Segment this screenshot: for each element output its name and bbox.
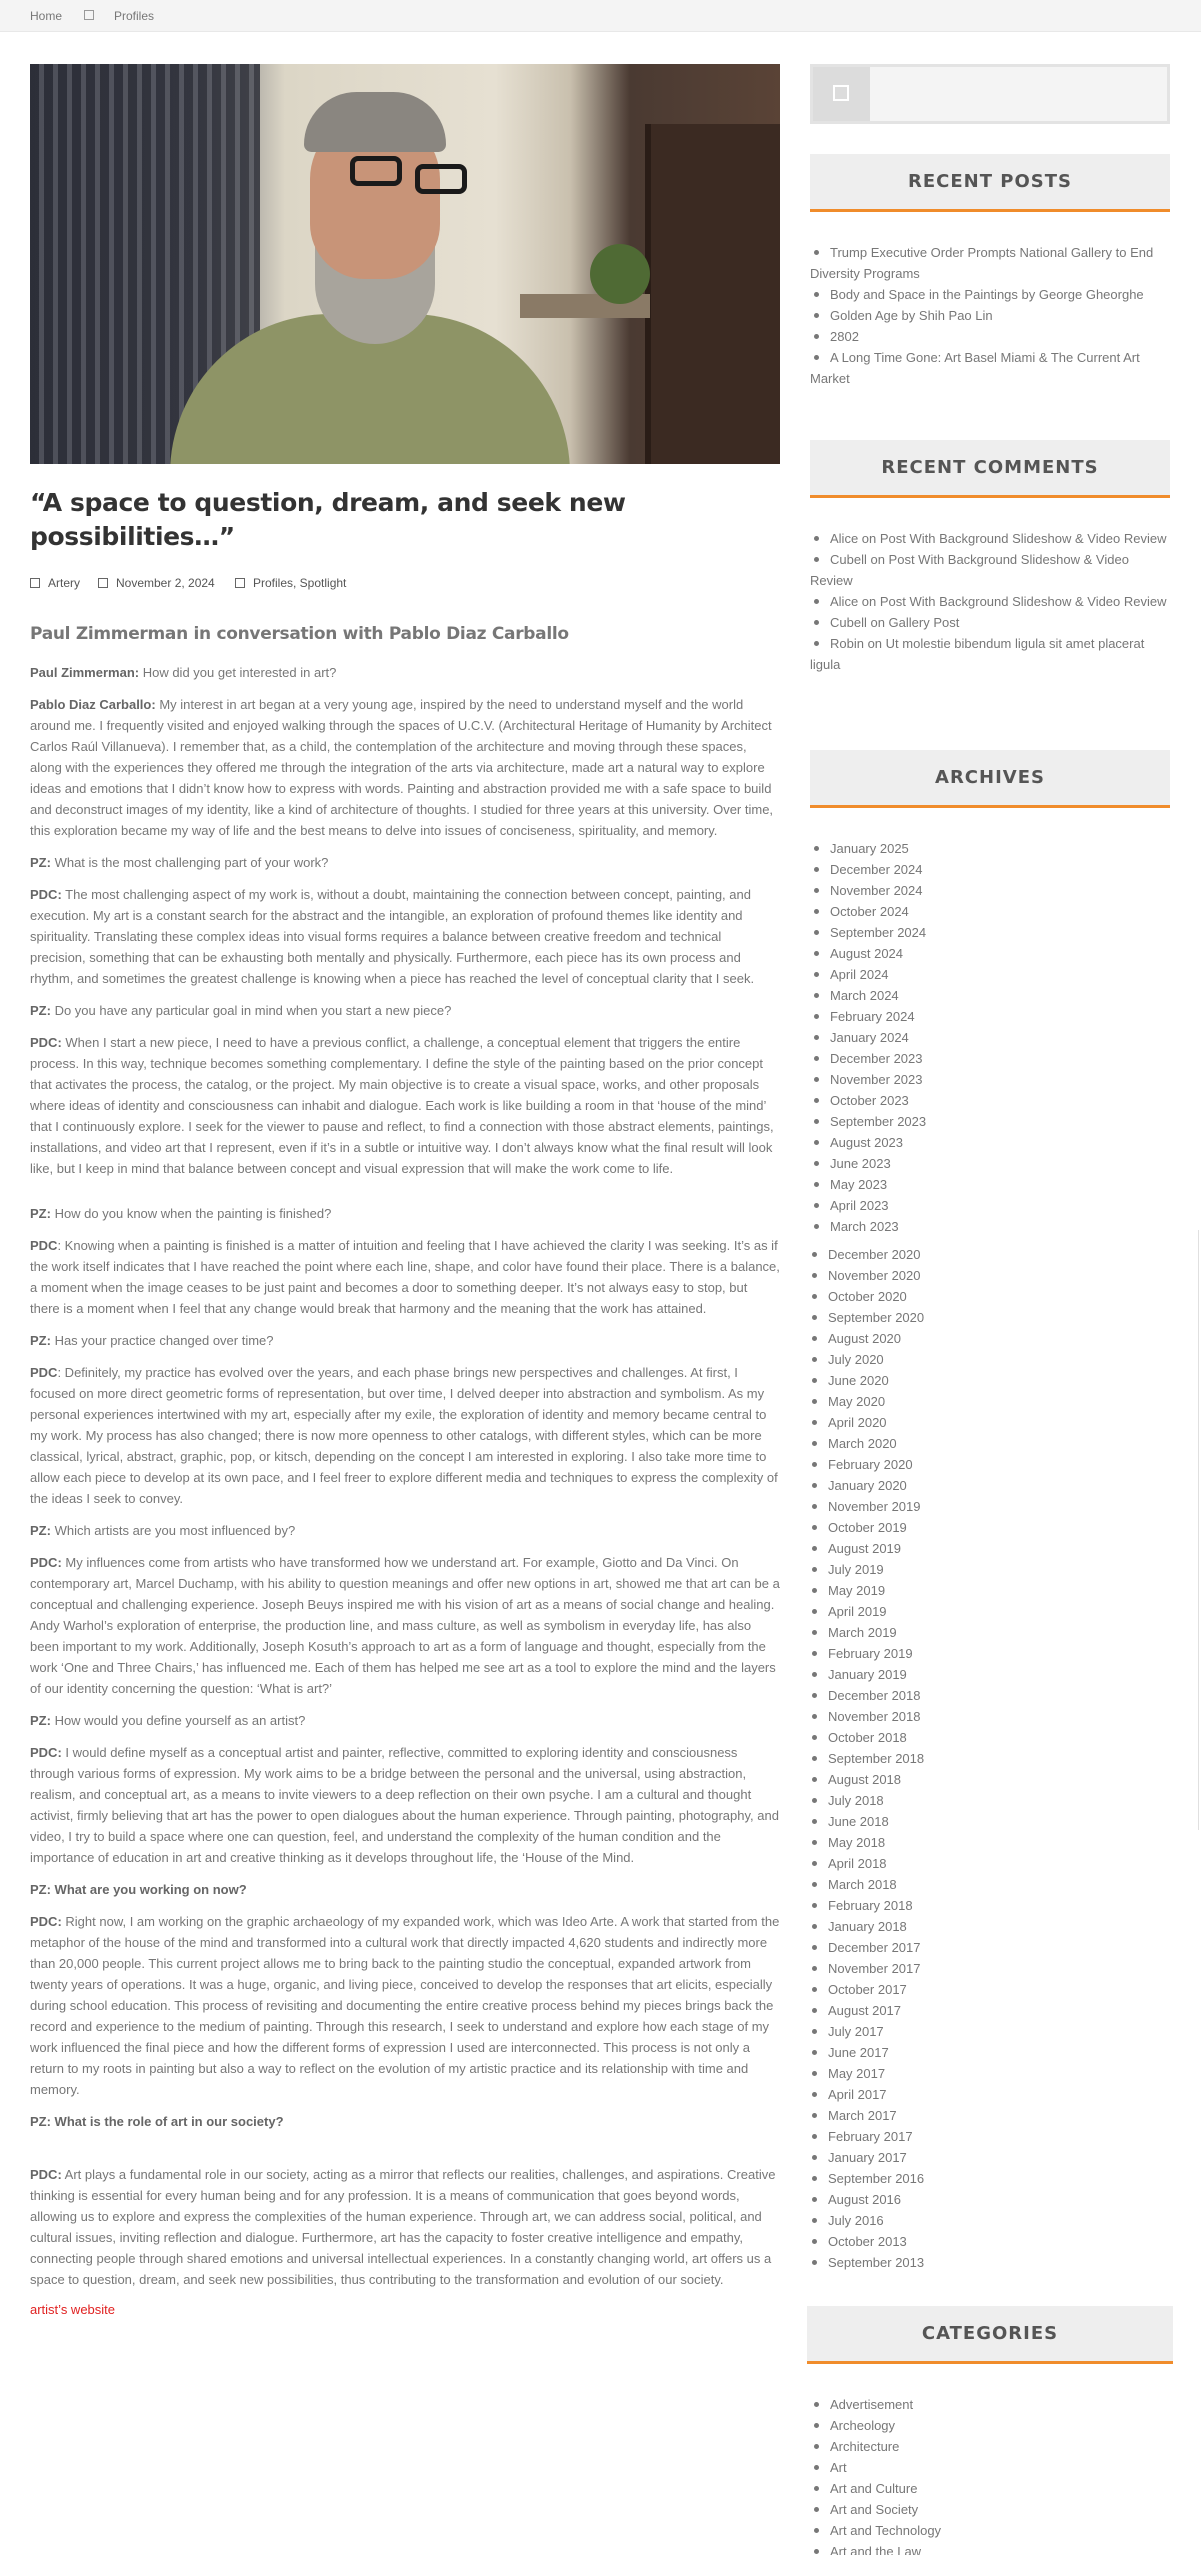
meta-date-label[interactable]: November 2, 2024 [116, 576, 215, 590]
archive-item[interactable] [808, 2210, 1168, 2231]
recent-post-item[interactable] [810, 326, 1170, 347]
archive-link[interactable]: February 2018 [828, 1898, 913, 1913]
qa-speaker: PDC: [30, 1555, 62, 1570]
archive-item[interactable] [808, 2042, 1168, 2063]
archive-item[interactable] [808, 1601, 1168, 1622]
archive-link[interactable]: January 2024 [830, 1030, 909, 1045]
recent-comments-title: RECENT COMMENTS [810, 440, 1170, 498]
archive-link[interactable]: April 2018 [828, 1856, 887, 1871]
archives-list-continued [808, 1244, 1168, 2273]
archive-link[interactable]: March 2019 [828, 1625, 897, 1640]
comment-on-text: on [863, 636, 886, 651]
archive-link[interactable]: September 2016 [828, 2171, 925, 2186]
archive-item[interactable] [810, 1216, 1170, 1237]
qa-paragraph [30, 1742, 780, 1868]
comment-post-link[interactable]: Gallery Post [888, 615, 960, 630]
archive-item[interactable] [808, 1265, 1168, 1286]
archive-item[interactable] [810, 1048, 1170, 1069]
qa-text: My interest in art began at a very young age, inspired by the need to understand myself and the world around me. I frequently visited and enjoyed walking through the spaces of U.C.V. (Architectural Heritage of Humanity by Architect Carlos Raúl Villanueva). I remember that, as a child, the contemplation of the architecture and moving through these spaces, along with the experiences they offered me through the integration of the arts via architecture, made art a natural way to explore ideas and emotions that I didn’t know how to express with words. Painting and abstraction provided me with a safe space to build and deconstruct images of my identity, like a kind of architecture of thoughts. I studied for three years at this university. Over time, this exploration became my way of life and the best means to delve into issues of conciseness, spirituality, and memory. [30, 697, 774, 838]
archive-link[interactable]: March 2017 [828, 2108, 897, 2123]
archive-link[interactable]: June 2023 [830, 1156, 891, 1171]
archive-link[interactable]: October 2019 [828, 1520, 907, 1535]
qa-text: Art plays a fundamental role in our society, acting as a mirror that reflects our realities, challenges, and aspirations. Creative thinking is essential for every human being and for any profession. It is a means of communication that goes beyond words, allowing us to explore and express the complexities of the human experience. Through art, we can address social, political, and cultural issues, inviting reflection and dialogue. Furthermore, art has the capacity to foster creative intelligence and empathy, connecting people through shared emotions and universal intellectual experiences. In a constantly changing world, art offers us a space to question, dream, and seek new possibilities, thus contributing to the transformation and evolution of our society. [30, 2167, 776, 2287]
qa-speaker: PDC: [30, 2167, 62, 2182]
archive-link[interactable]: November 2024 [830, 883, 923, 898]
archive-link[interactable]: November 2018 [828, 1709, 921, 1724]
interview-body [30, 662, 780, 2319]
archive-item[interactable] [808, 2021, 1168, 2042]
archive-item[interactable] [808, 1475, 1168, 1496]
category-link[interactable]: Archeology [830, 2418, 896, 2433]
qa-speaker: PZ: [30, 1003, 51, 1018]
archive-item[interactable] [808, 1769, 1168, 1790]
archive-link[interactable]: May 2018 [828, 1835, 886, 1850]
comment-post-link[interactable]: Post With Background Slideshow & Video Review [879, 531, 1167, 546]
archive-item[interactable] [808, 1706, 1168, 1727]
archive-item[interactable] [808, 1433, 1168, 1454]
qa-paragraph [30, 2111, 780, 2132]
qa-speaker: PZ: What is the role of art in our society? [30, 2114, 284, 2129]
qa-text: The most challenging aspect of my work is, without a doubt, maintaining the connection between concept, painting, and execution. My art is a constant search for the abstract and the intangible, an exploration of profound themes like identity and spirituality. Translating these complex ideas into visual forms requires a balance between creative freedom and technical precision, something that can be exhausting both mentally and physically. Furthermore, each piece has its own process and rhythm, and sometimes the greatest challenge is knowing when a piece has reached the level of conceptual clarity that I seek. [30, 887, 755, 986]
meta-author[interactable] [30, 576, 80, 590]
recent-comment-item [810, 528, 1170, 549]
archive-item[interactable] [810, 1174, 1170, 1195]
archive-item[interactable] [810, 1090, 1170, 1111]
archive-item[interactable] [808, 1622, 1168, 1643]
qa-paragraph [30, 1710, 780, 1731]
qa-paragraph [30, 1552, 780, 1699]
qa-text: Has your practice changed over time? [50, 1333, 274, 1348]
category-link[interactable]: Art [830, 2460, 847, 2475]
qa-paragraph [30, 1203, 780, 1224]
archive-link[interactable]: August 2016 [828, 2192, 902, 2207]
qa-speaker: PDC: [30, 1914, 62, 1929]
archive-link[interactable]: August 2019 [828, 1541, 902, 1556]
interview-subheading: Paul Zimmerman in conversation with Pablo Diaz Carballo [30, 624, 569, 644]
archive-item[interactable] [808, 1559, 1168, 1580]
archive-link[interactable]: July 2017 [828, 2024, 884, 2039]
comment-author-link[interactable]: Robin [830, 636, 864, 651]
archive-link[interactable]: October 2013 [828, 2234, 907, 2249]
qa-speaker: Pablo Diaz Carballo: [30, 697, 156, 712]
archive-item[interactable] [810, 880, 1170, 901]
archive-link[interactable]: January 2019 [828, 1667, 907, 1682]
qa-speaker: PDC [30, 1238, 58, 1253]
archive-item[interactable] [808, 2000, 1168, 2021]
archive-item[interactable] [808, 1244, 1168, 1265]
qa-paragraph [30, 2164, 780, 2290]
archive-item[interactable] [808, 1958, 1168, 1979]
category-item[interactable] [810, 2520, 1170, 2541]
qa-text: : Knowing when a painting is finished is a matter of intuition and feeling that I have achieved the clarity I was seeking. It’s as if the work itself indicates that I have reached the point where each line, shape, and color have found their place. There is a balance, a moment when the image ceases to be just paint and becomes a door to something deeper. It’s not always easy to stop, but there is a moment when I feel that any change would break that harmony and the meaning that the work has attained. [30, 1238, 780, 1316]
archive-item[interactable] [810, 964, 1170, 985]
archive-link[interactable]: May 2019 [828, 1583, 886, 1598]
category-link[interactable]: Art and Culture [830, 2481, 918, 2496]
qa-paragraph [30, 852, 780, 873]
qa-speaker: PZ: [30, 1713, 51, 1728]
category-item[interactable] [810, 2394, 1170, 2415]
recent-comment-item [810, 591, 1170, 612]
qa-text: I would define myself as a conceptual artist and painter, reflective, committed to exploring identity and consciousness through various forms of expression. My work aims to be a bridge between the personal and the universal, using abstraction, realism, and conceptual art, as a means to invite viewers to a deep reflection on their own psyche. I am a cultural and thought activist, firmly believing that art has the power to open dialogues about the human experience. Through painting, photography, and video, I try to build a space where one can question, feel, and understand the complexity of the human condition and the importance of education in art and creative thinking as it develops throughout life, the ‘House of the Mind. [30, 1745, 779, 1865]
qa-speaker: PDC: [30, 1035, 62, 1050]
meta-date[interactable] [98, 576, 215, 590]
qa-speaker: Paul Zimmerman: [30, 665, 140, 680]
archive-item[interactable] [810, 943, 1170, 964]
archive-link[interactable]: December 2018 [828, 1688, 921, 1703]
archive-item[interactable] [808, 1895, 1168, 1916]
archive-link[interactable]: November 2017 [828, 1961, 921, 1976]
breadcrumb-home-link[interactable]: Home [30, 9, 63, 23]
qa-paragraph [30, 1000, 780, 1021]
archive-item[interactable] [810, 1027, 1170, 1048]
breadcrumb-profiles-link[interactable]: Profiles [114, 9, 155, 23]
recent-comment-item [810, 612, 1170, 633]
archive-item[interactable] [808, 1916, 1168, 1937]
archive-link[interactable]: October 2017 [828, 1982, 907, 1997]
archive-link[interactable]: December 2024 [830, 862, 923, 877]
archive-link[interactable]: July 2016 [828, 2213, 884, 2228]
meta-categories[interactable] [235, 576, 346, 590]
archive-item[interactable] [808, 1391, 1168, 1412]
archive-link[interactable]: September 2024 [830, 925, 927, 940]
archive-link[interactable]: August 2020 [828, 1331, 902, 1346]
archive-link[interactable]: January 2020 [828, 1478, 907, 1493]
category-link[interactable]: Architecture [830, 2439, 900, 2454]
archive-item[interactable] [808, 1517, 1168, 1538]
recent-comments-list [810, 528, 1170, 675]
qa-paragraph [30, 1911, 780, 2100]
qa-text: How did you get interested in art? [139, 665, 337, 680]
archive-link[interactable]: August 2023 [830, 1135, 904, 1150]
category-item[interactable] [810, 2415, 1170, 2436]
archive-item[interactable] [808, 1832, 1168, 1853]
archive-item[interactable] [808, 1727, 1168, 1748]
featured-image [30, 64, 780, 464]
qa-text: How do you know when the painting is finished? [50, 1206, 332, 1221]
archive-link[interactable]: November 2020 [828, 1268, 921, 1283]
archive-link[interactable]: June 2020 [828, 1373, 889, 1388]
recent-posts-list [810, 242, 1170, 389]
archive-item[interactable] [808, 1454, 1168, 1475]
recent-post-link[interactable]: 2802 [830, 329, 859, 344]
archive-link[interactable]: September 2020 [828, 1310, 925, 1325]
archive-link[interactable]: August 2017 [828, 2003, 902, 2018]
archive-item[interactable] [808, 1979, 1168, 2000]
archive-item[interactable] [808, 1685, 1168, 1706]
archive-item[interactable] [808, 1286, 1168, 1307]
folder-icon [235, 578, 245, 588]
categories-title: CATEGORIES [807, 2306, 1173, 2364]
archive-link[interactable]: September 2013 [828, 2255, 925, 2270]
qa-speaker: PZ: [30, 1523, 51, 1538]
category-link[interactable]: Advertisement [830, 2397, 914, 2412]
archive-item[interactable] [810, 901, 1170, 922]
qa-text: : Definitely, my practice has evolved over the years, and each phase brings new perspectives and challenges. At first, I focused on more direct geometric forms of representation, but over time, I delved deeper into abstraction and symbolism. As my personal experiences intertwined with my art, especially after my exile, the exploration of identity and memory became central to my work. My process has also changed; there is now more openness to other catalogs, with different styles, which can be more classical, lyrical, abstract, graphic, pop, or kitsch, depending on the concept I am interested in exploring. I also take more time to allow each piece to develop at its own pace, and I feel freer to explore different media and techniques to express the complexity of the ideas I seek to convey. [30, 1365, 778, 1506]
archive-link[interactable]: January 2025 [830, 841, 909, 856]
qa-speaker: PZ: [30, 855, 51, 870]
qa-paragraph [30, 1330, 780, 1351]
archive-link[interactable]: May 2023 [830, 1177, 888, 1192]
archive-item[interactable] [808, 1664, 1168, 1685]
qa-paragraph [30, 884, 780, 989]
archive-item[interactable] [810, 1132, 1170, 1153]
archive-link[interactable]: February 2024 [830, 1009, 915, 1024]
qa-paragraph [30, 1362, 780, 1509]
archive-link[interactable]: July 2018 [828, 1793, 884, 1808]
recent-post-link[interactable]: Golden Age by Shih Pao Lin [830, 308, 993, 323]
qa-text: What is the most challenging part of your work? [50, 855, 329, 870]
archive-link[interactable]: September 2018 [828, 1751, 925, 1766]
comment-author-link[interactable]: Alice [830, 531, 859, 546]
archive-link[interactable]: October 2020 [828, 1289, 907, 1304]
archive-item[interactable] [808, 1370, 1168, 1391]
article [30, 64, 780, 2319]
comment-post-link[interactable]: Ut molestie bibendum ligula sit amet placerat ligula [810, 636, 1145, 672]
archive-item[interactable] [808, 1328, 1168, 1349]
archive-link[interactable]: January 2018 [828, 1919, 907, 1934]
archive-link[interactable]: October 2018 [828, 1730, 907, 1745]
category-item[interactable] [810, 2436, 1170, 2457]
archive-link[interactable]: June 2018 [828, 1814, 889, 1829]
sidebar [810, 64, 1170, 2555]
archive-link[interactable]: December 2023 [830, 1051, 923, 1066]
archive-item[interactable] [808, 2231, 1168, 2252]
recent-post-link[interactable]: A Long Time Gone: Art Basel Miami & The Current Art Market [810, 350, 1140, 386]
categories-list [810, 2394, 1170, 2555]
archive-item[interactable] [808, 2105, 1168, 2126]
recent-comment-item [810, 549, 1170, 591]
qa-text: My influences come from artists who have transformed how we understand art. For example, Giotto and Da Vinci. On contemporary art, Marcel Duchamp, with his ability to question meanings and offer new options in art, showed me that art can be a conceptual and challenging experience. Joseph Beuys inspired me with his vision of art as a means of social change and healing. Andy Warhol’s exploration of enterprise, the production line, and mass culture, as well as symbolism in everyday life, has also been important to my work. Additionally, Joseph Kosuth’s approach to art as a form of language and thought, especially from the work ‘One and Three Chairs,’ has influenced me. Each of them has helped me see art as a tool to explore the mind and the layers of our identity concerning the question: ‘What is art?’ [30, 1555, 780, 1696]
qa-speaker: PZ: What are you working on now? [30, 1882, 247, 1897]
archive-link[interactable]: February 2019 [828, 1646, 913, 1661]
search-button[interactable] [813, 67, 870, 121]
archive-link[interactable]: February 2020 [828, 1457, 913, 1472]
category-item[interactable] [810, 2478, 1170, 2499]
category-link[interactable]: Art and the Law [830, 2544, 922, 2555]
archive-item[interactable] [810, 859, 1170, 880]
archive-link[interactable]: January 2017 [828, 2150, 907, 2165]
archive-item[interactable] [808, 1538, 1168, 1559]
post-title: “A space to question, dream, and seek new possibilities…” [30, 488, 626, 551]
comment-author-link[interactable]: Cubell [830, 552, 867, 567]
recent-post-item[interactable] [810, 284, 1170, 305]
archive-link[interactable]: October 2024 [830, 904, 909, 919]
archive-item[interactable] [810, 1111, 1170, 1132]
artist-website-link[interactable]: artist’s website [30, 2302, 116, 2317]
archive-link[interactable]: May 2017 [828, 2066, 886, 2081]
archive-link[interactable]: December 2020 [828, 1247, 921, 1262]
recent-comment-item [810, 633, 1170, 675]
archive-link[interactable]: April 2024 [830, 967, 889, 982]
archive-item[interactable] [808, 1937, 1168, 1958]
archive-item[interactable] [808, 1853, 1168, 1874]
calendar-icon [98, 578, 108, 588]
archive-link[interactable]: March 2024 [830, 988, 899, 1003]
archive-item[interactable] [808, 1307, 1168, 1328]
archive-item[interactable] [810, 1153, 1170, 1174]
archive-item[interactable] [808, 1496, 1168, 1517]
category-link[interactable]: Art and Technology [830, 2523, 942, 2538]
qa-paragraph [30, 1879, 780, 1900]
qa-text: When I start a new piece, I need to have a previous conflict, a challenge, a conceptual element that triggers the entire process. In this way, technique becomes something complementary. I define the style of the painting based on the prior concept that activates the process, the catalog, or the project. My main objective is to create a visual space, works, and other proposals where ideas of identity and consciousness can inhabit and dialogue. Each work is like building a room in that ‘house of the mind’ that I continuously explore. I seek for the viewer to pause and reflect, to find a connection with those abstract elements, paintings, installations, and video art that I represent, even if it’s in a subtle or intuitive way. I don’t always know what the final result will look like, but I keep in mind that balance between concept and visual expression that will make the work come to life. [30, 1035, 774, 1176]
archive-link[interactable]: November 2019 [828, 1499, 921, 1514]
qa-paragraph [30, 662, 780, 683]
qa-text: How would you define yourself as an artist? [50, 1713, 306, 1728]
column-divider [1198, 1230, 1199, 1830]
archive-item[interactable] [808, 2147, 1168, 2168]
archive-item[interactable] [808, 1412, 1168, 1433]
qa-speaker: PDC: [30, 887, 62, 902]
recent-post-link[interactable]: Trump Executive Order Prompts National Gallery to End Diversity Programs [810, 245, 1154, 281]
archive-link[interactable]: April 2017 [828, 2087, 887, 2102]
archive-link[interactable]: July 2020 [828, 1352, 884, 1367]
qa-text: Which artists are you most influenced by? [50, 1523, 296, 1538]
archive-link[interactable]: June 2017 [828, 2045, 889, 2060]
archive-item[interactable] [808, 2252, 1168, 2273]
recent-post-link[interactable]: Body and Space in the Paintings by George Gheorghe [830, 287, 1144, 302]
archive-link[interactable]: December 2017 [828, 1940, 921, 1955]
recent-post-item[interactable] [810, 305, 1170, 326]
breadcrumb-separator-icon [84, 10, 94, 20]
comment-on-text: on [866, 615, 889, 630]
archive-item[interactable] [810, 1195, 1170, 1216]
meta-author-label[interactable]: Artery [48, 576, 81, 590]
archive-item[interactable] [810, 838, 1170, 859]
qa-text: Right now, I am working on the graphic archaeology of my expanded work, which was Ideo Arte. A work that started from the metaphor of the house of the mind and transformed into a cultural work that directly impacted 4,620 students and indirectly more than 20,000 people. This current project allows me to bring back to the painting studio the conceptual, expanded artwork from twenty years of operations. It was a huge, organic, and living piece, conceived to develop the responses that art elicits, especially during school education. This process of revisiting and documenting the entire creative process behind my pieces brings back the record and experience to the medium of painting. Through this research, I seek to understand and explore how each stage of my work influenced the final piece and how the different forms of expression I used are interconnected. This process is not only a return to my roots in painting but also a way to reflect on the evolution of my artistic practice and its relationship with time and memory. [30, 1914, 780, 2097]
archive-link[interactable]: August 2024 [830, 946, 904, 961]
archive-item[interactable] [808, 1580, 1168, 1601]
archive-item[interactable] [810, 1069, 1170, 1090]
archive-item[interactable] [810, 922, 1170, 943]
category-item[interactable] [810, 2541, 1170, 2555]
archive-item[interactable] [808, 1643, 1168, 1664]
qa-speaker: PZ: [30, 1206, 51, 1221]
comment-on-text: on [866, 552, 889, 567]
archive-item[interactable] [808, 2084, 1168, 2105]
archive-item[interactable] [808, 2189, 1168, 2210]
search-icon [833, 85, 849, 101]
archive-item[interactable] [810, 985, 1170, 1006]
comment-on-text: on [858, 594, 880, 609]
archive-link[interactable]: May 2020 [828, 1394, 886, 1409]
archive-item[interactable] [808, 1811, 1168, 1832]
archive-item[interactable] [810, 1006, 1170, 1027]
qa-paragraph [30, 1520, 780, 1541]
author-icon [30, 578, 40, 588]
qa-text: Do you have any particular goal in mind when you start a new piece? [50, 1003, 452, 1018]
archive-link[interactable]: March 2023 [830, 1219, 899, 1234]
archive-item[interactable] [808, 1349, 1168, 1370]
archive-link[interactable]: April 2020 [828, 1415, 887, 1430]
search-input[interactable] [810, 64, 1170, 124]
category-item[interactable] [810, 2499, 1170, 2520]
qa-paragraph [30, 1235, 780, 1319]
comment-author-link[interactable]: Alice [830, 594, 859, 609]
category-link[interactable]: Art and Society [830, 2502, 919, 2517]
archive-link[interactable]: October 2023 [830, 1093, 909, 1108]
qa-speaker: PZ: [30, 1333, 51, 1348]
comment-post-link[interactable]: Post With Background Slideshow & Video Review [810, 552, 1129, 588]
recent-post-item[interactable] [810, 347, 1170, 389]
archive-item[interactable] [808, 2063, 1168, 2084]
archives-list [810, 838, 1170, 1237]
qa-speaker: PDC [30, 1365, 58, 1380]
archive-item[interactable] [808, 1790, 1168, 1811]
qa-speaker: PDC: [30, 1745, 62, 1760]
archive-item[interactable] [808, 2168, 1168, 2189]
archive-link[interactable]: August 2018 [828, 1772, 902, 1787]
qa-paragraph [30, 1032, 780, 1179]
archive-link[interactable]: July 2019 [828, 1562, 884, 1577]
post-meta [30, 576, 780, 592]
archive-link[interactable]: September 2023 [830, 1114, 927, 1129]
category-item[interactable] [810, 2457, 1170, 2478]
recent-post-item[interactable] [810, 242, 1170, 284]
archive-link[interactable]: February 2017 [828, 2129, 913, 2144]
meta-categories-label[interactable]: Profiles, Spotlight [253, 576, 347, 590]
archive-link[interactable]: November 2023 [830, 1072, 923, 1087]
qa-paragraph [30, 694, 780, 841]
archive-item[interactable] [808, 2126, 1168, 2147]
comment-post-link[interactable]: Post With Background Slideshow & Video Review [879, 594, 1167, 609]
archive-link[interactable]: April 2019 [828, 1604, 887, 1619]
archive-link[interactable]: March 2018 [828, 1877, 897, 1892]
archives-title: ARCHIVES [810, 750, 1170, 808]
comment-on-text: on [858, 531, 880, 546]
recent-posts-title: RECENT POSTS [810, 154, 1170, 212]
comment-author-link[interactable]: Cubell [830, 615, 867, 630]
archive-item[interactable] [808, 1874, 1168, 1895]
archive-link[interactable]: April 2023 [830, 1198, 889, 1213]
breadcrumb [0, 0, 1201, 32]
archive-link[interactable]: March 2020 [828, 1436, 897, 1451]
archive-item[interactable] [808, 1748, 1168, 1769]
